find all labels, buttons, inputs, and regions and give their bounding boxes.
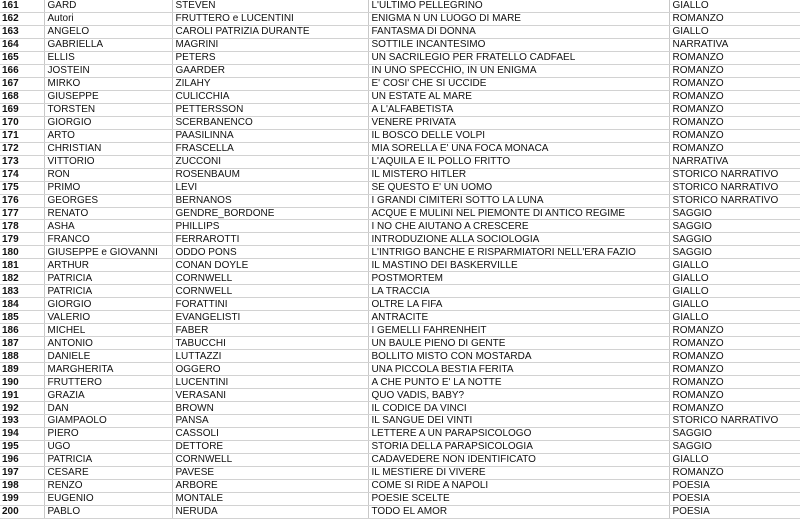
cell-last-name[interactable]: FERRAROTTI bbox=[172, 233, 368, 246]
cell-title[interactable]: A CHE PUNTO E' LA NOTTE bbox=[368, 376, 669, 389]
cell-genre[interactable]: ROMANZO bbox=[669, 350, 800, 363]
table-row bbox=[0, 427, 800, 440]
cell-last-name[interactable]: DETTORE bbox=[172, 440, 368, 453]
cell-number[interactable]: 192 bbox=[0, 402, 44, 415]
table-row bbox=[0, 181, 800, 194]
cell-genre[interactable]: GIALLO bbox=[669, 25, 800, 38]
cell-number[interactable]: 188 bbox=[0, 350, 44, 363]
cell-title[interactable]: ANTRACITE bbox=[368, 311, 669, 324]
cell-number[interactable]: 176 bbox=[0, 194, 44, 207]
cell-last-name[interactable]: EVANGELISTI bbox=[172, 311, 368, 324]
cell-number[interactable]: 200 bbox=[0, 505, 44, 518]
cell-title[interactable]: IL CODICE DA VINCI bbox=[368, 402, 669, 415]
cell-last-name[interactable]: LEVI bbox=[172, 181, 368, 194]
table-row bbox=[0, 142, 800, 155]
cell-last-name[interactable]: NERUDA bbox=[172, 505, 368, 518]
table-row bbox=[0, 233, 800, 246]
cell-title[interactable]: BOLLITO MISTO CON MOSTARDA bbox=[368, 350, 669, 363]
cell-title[interactable]: VENERE PRIVATA bbox=[368, 116, 669, 129]
table-row bbox=[0, 466, 800, 479]
cell-last-name[interactable]: CULICCHIA bbox=[172, 90, 368, 103]
cell-first-name[interactable]: MICHEL bbox=[44, 324, 172, 337]
cell-number[interactable]: 163 bbox=[0, 25, 44, 38]
cell-genre[interactable]: ROMANZO bbox=[669, 337, 800, 350]
cell-number[interactable]: 169 bbox=[0, 103, 44, 116]
cell-last-name[interactable]: ZILAHY bbox=[172, 77, 368, 90]
table-row bbox=[0, 492, 800, 505]
table-row bbox=[0, 505, 800, 518]
cell-genre[interactable]: ROMANZO bbox=[669, 129, 800, 142]
cell-first-name[interactable]: GIORGIO bbox=[44, 298, 172, 311]
cell-title[interactable]: ENIGMA N UN LUOGO DI MARE bbox=[368, 12, 669, 25]
cell-first-name[interactable]: JOSTEIN bbox=[44, 64, 172, 77]
cell-last-name[interactable]: CORNWELL bbox=[172, 272, 368, 285]
cell-genre[interactable]: STORICO NARRATIVO bbox=[669, 194, 800, 207]
cell-number[interactable]: 161 bbox=[0, 0, 44, 12]
cell-number[interactable]: 189 bbox=[0, 363, 44, 376]
cell-last-name[interactable]: FABER bbox=[172, 324, 368, 337]
cell-last-name[interactable]: FRUTTERO e LUCENTINI bbox=[172, 12, 368, 25]
cell-title[interactable]: IL SANGUE DEI VINTI bbox=[368, 415, 669, 428]
cell-last-name[interactable]: PETTERSSON bbox=[172, 103, 368, 116]
cell-number[interactable]: 196 bbox=[0, 453, 44, 466]
cell-number[interactable]: 165 bbox=[0, 51, 44, 64]
cell-first-name[interactable]: ANTONIO bbox=[44, 337, 172, 350]
table-row bbox=[0, 389, 800, 402]
cell-title[interactable]: QUO VADIS, BABY? bbox=[368, 389, 669, 402]
cell-title[interactable]: UN SACRILEGIO PER FRATELLO CADFAEL bbox=[368, 51, 669, 64]
cell-genre[interactable]: ROMANZO bbox=[669, 51, 800, 64]
table-row bbox=[0, 479, 800, 492]
cell-last-name[interactable]: TABUCCHI bbox=[172, 337, 368, 350]
cell-first-name[interactable]: TORSTEN bbox=[44, 103, 172, 116]
cell-title[interactable]: SOTTILE INCANTESIMO bbox=[368, 38, 669, 51]
cell-last-name[interactable]: FORATTINI bbox=[172, 298, 368, 311]
cell-last-name[interactable]: MONTALE bbox=[172, 492, 368, 505]
cell-first-name[interactable]: VITTORIO bbox=[44, 155, 172, 168]
cell-first-name[interactable]: GIAMPAOLO bbox=[44, 415, 172, 428]
cell-last-name[interactable]: PAASILINNA bbox=[172, 129, 368, 142]
table-row bbox=[0, 90, 800, 103]
cell-first-name[interactable]: MARGHERITA bbox=[44, 363, 172, 376]
cell-last-name[interactable]: PHILLIPS bbox=[172, 220, 368, 233]
table-row bbox=[0, 51, 800, 64]
cell-number[interactable]: 197 bbox=[0, 466, 44, 479]
cell-number[interactable]: 174 bbox=[0, 168, 44, 181]
cell-genre[interactable]: NARRATIVA bbox=[669, 155, 800, 168]
cell-title[interactable]: MIA SORELLA E' UNA FOCA MONACA bbox=[368, 142, 669, 155]
cell-first-name[interactable]: PABLO bbox=[44, 505, 172, 518]
cell-genre[interactable]: SAGGIO bbox=[669, 233, 800, 246]
cell-genre[interactable]: SAGGIO bbox=[669, 246, 800, 259]
cell-genre[interactable]: ROMANZO bbox=[669, 64, 800, 77]
cell-genre[interactable]: GIALLO bbox=[669, 272, 800, 285]
cell-genre[interactable]: ROMANZO bbox=[669, 103, 800, 116]
table-row bbox=[0, 0, 800, 12]
table-row bbox=[0, 194, 800, 207]
cell-last-name[interactable]: GENDRE_BORDONE bbox=[172, 207, 368, 220]
cell-last-name[interactable]: MAGRINI bbox=[172, 38, 368, 51]
cell-title[interactable]: E' COSI' CHE SI UCCIDE bbox=[368, 77, 669, 90]
cell-title[interactable]: IL MASTINO DEI BASKERVILLE bbox=[368, 259, 669, 272]
table-row bbox=[0, 324, 800, 337]
table-row bbox=[0, 64, 800, 77]
cell-title[interactable]: OLTRE LA FIFA bbox=[368, 298, 669, 311]
table-row bbox=[0, 38, 800, 51]
cell-first-name[interactable]: RON bbox=[44, 168, 172, 181]
cell-number[interactable]: 193 bbox=[0, 415, 44, 428]
cell-number[interactable]: 180 bbox=[0, 246, 44, 259]
cell-number[interactable]: 177 bbox=[0, 207, 44, 220]
cell-first-name[interactable]: PATRICIA bbox=[44, 453, 172, 466]
table-row bbox=[0, 440, 800, 453]
cell-first-name[interactable]: DAN bbox=[44, 402, 172, 415]
cell-last-name[interactable]: LUCENTINI bbox=[172, 376, 368, 389]
table-row bbox=[0, 207, 800, 220]
cell-last-name[interactable]: OGGERO bbox=[172, 363, 368, 376]
cell-number[interactable]: 199 bbox=[0, 492, 44, 505]
cell-title[interactable]: ACQUE E MULINI NEL PIEMONTE DI ANTICO REGIME bbox=[368, 207, 669, 220]
cell-first-name[interactable]: GIUSEPPE e GIOVANNI bbox=[44, 246, 172, 259]
cell-first-name[interactable]: EUGENIO bbox=[44, 492, 172, 505]
cell-first-name[interactable]: ANGELO bbox=[44, 25, 172, 38]
table-row bbox=[0, 453, 800, 466]
cell-title[interactable]: COME SI RIDE A NAPOLI bbox=[368, 479, 669, 492]
cell-genre[interactable]: SAGGIO bbox=[669, 440, 800, 453]
cell-first-name[interactable]: ARTHUR bbox=[44, 259, 172, 272]
table-row bbox=[0, 337, 800, 350]
cell-first-name[interactable]: GEORGES bbox=[44, 194, 172, 207]
cell-number[interactable]: 182 bbox=[0, 272, 44, 285]
cell-title[interactable]: IL MISTERO HITLER bbox=[368, 168, 669, 181]
cell-number[interactable]: 183 bbox=[0, 285, 44, 298]
cell-title[interactable]: UN ESTATE AL MARE bbox=[368, 90, 669, 103]
cell-number[interactable]: 179 bbox=[0, 233, 44, 246]
cell-first-name[interactable]: RENATO bbox=[44, 207, 172, 220]
cell-last-name[interactable]: GAARDER bbox=[172, 64, 368, 77]
table-row bbox=[0, 25, 800, 38]
table-row bbox=[0, 155, 800, 168]
cell-number[interactable]: 168 bbox=[0, 90, 44, 103]
table-row bbox=[0, 363, 800, 376]
cell-genre[interactable]: ROMANZO bbox=[669, 116, 800, 129]
cell-title[interactable]: CADAVEDERE NON IDENTIFICATO bbox=[368, 453, 669, 466]
cell-number[interactable]: 181 bbox=[0, 259, 44, 272]
cell-last-name[interactable]: BERNANOS bbox=[172, 194, 368, 207]
cell-title[interactable]: TODO EL AMOR bbox=[368, 505, 669, 518]
cell-last-name[interactable]: CORNWELL bbox=[172, 285, 368, 298]
cell-genre[interactable]: ROMANZO bbox=[669, 363, 800, 376]
cell-number[interactable]: 175 bbox=[0, 181, 44, 194]
cell-genre[interactable]: ROMANZO bbox=[669, 142, 800, 155]
cell-title[interactable]: UNA PICCOLA BESTIA FERITA bbox=[368, 363, 669, 376]
cell-genre[interactable]: GIALLO bbox=[669, 285, 800, 298]
cell-genre[interactable]: SAGGIO bbox=[669, 427, 800, 440]
table-row bbox=[0, 402, 800, 415]
cell-genre[interactable]: ROMANZO bbox=[669, 12, 800, 25]
cell-genre[interactable]: STORICO NARRATIVO bbox=[669, 168, 800, 181]
cell-last-name[interactable]: VERASANI bbox=[172, 389, 368, 402]
cell-number[interactable]: 162 bbox=[0, 12, 44, 25]
cell-last-name[interactable]: ODDO PONS bbox=[172, 246, 368, 259]
cell-genre[interactable]: GIALLO bbox=[669, 298, 800, 311]
cell-genre[interactable]: GIALLO bbox=[669, 453, 800, 466]
cell-first-name[interactable]: PRIMO bbox=[44, 181, 172, 194]
cell-genre[interactable]: ROMANZO bbox=[669, 77, 800, 90]
cell-first-name[interactable]: FRANCO bbox=[44, 233, 172, 246]
table-row bbox=[0, 311, 800, 324]
cell-genre[interactable]: STORICO NARRATIVO bbox=[669, 181, 800, 194]
cell-first-name[interactable]: GABRIELLA bbox=[44, 38, 172, 51]
cell-genre[interactable]: SAGGIO bbox=[669, 207, 800, 220]
cell-genre[interactable]: POESIA bbox=[669, 492, 800, 505]
cell-number[interactable]: 186 bbox=[0, 324, 44, 337]
table-row bbox=[0, 220, 800, 233]
cell-genre[interactable]: ROMANZO bbox=[669, 402, 800, 415]
cell-last-name[interactable]: CAROLI PATRIZIA DURANTE bbox=[172, 25, 368, 38]
cell-genre[interactable]: SAGGIO bbox=[669, 220, 800, 233]
cell-first-name[interactable]: GIUSEPPE bbox=[44, 90, 172, 103]
cell-last-name[interactable]: ROSENBAUM bbox=[172, 168, 368, 181]
cell-number[interactable]: 166 bbox=[0, 64, 44, 77]
cell-last-name[interactable]: SCERBANENCO bbox=[172, 116, 368, 129]
table-row bbox=[0, 285, 800, 298]
cell-title[interactable]: FANTASMA DI DONNA bbox=[368, 25, 669, 38]
cell-genre[interactable]: POESIA bbox=[669, 479, 800, 492]
cell-first-name[interactable]: FRUTTERO bbox=[44, 376, 172, 389]
cell-title[interactable]: POSTMORTEM bbox=[368, 272, 669, 285]
cell-number[interactable]: 172 bbox=[0, 142, 44, 155]
table-row bbox=[0, 298, 800, 311]
cell-number[interactable]: 167 bbox=[0, 77, 44, 90]
cell-title[interactable]: I GEMELLI FAHRENHEIT bbox=[368, 324, 669, 337]
cell-genre[interactable]: ROMANZO bbox=[669, 376, 800, 389]
cell-title[interactable]: L'INTRIGO BANCHE E RISPARMIATORI NELL'ERA FAZIO bbox=[368, 246, 669, 259]
table-row bbox=[0, 168, 800, 181]
cell-last-name[interactable]: ZUCCONI bbox=[172, 155, 368, 168]
table-row bbox=[0, 415, 800, 428]
cell-title[interactable]: LETTERE A UN PARAPSICOLOGO bbox=[368, 427, 669, 440]
cell-title[interactable]: IL MESTIERE DI VIVERE bbox=[368, 466, 669, 479]
cell-genre[interactable]: ROMANZO bbox=[669, 90, 800, 103]
cell-genre[interactable]: ROMANZO bbox=[669, 389, 800, 402]
cell-title[interactable]: SE QUESTO E' UN UOMO bbox=[368, 181, 669, 194]
cell-number[interactable]: 187 bbox=[0, 337, 44, 350]
cell-first-name[interactable]: DANIELE bbox=[44, 350, 172, 363]
cell-last-name[interactable]: CORNWELL bbox=[172, 453, 368, 466]
cell-first-name[interactable]: Autori bbox=[44, 12, 172, 25]
cell-number[interactable]: 178 bbox=[0, 220, 44, 233]
cell-genre[interactable]: POESIA bbox=[669, 505, 800, 518]
cell-genre[interactable]: ROMANZO bbox=[669, 324, 800, 337]
cell-number[interactable]: 171 bbox=[0, 129, 44, 142]
cell-first-name[interactable]: CESARE bbox=[44, 466, 172, 479]
table-row bbox=[0, 350, 800, 363]
cell-number[interactable]: 194 bbox=[0, 427, 44, 440]
cell-first-name[interactable]: PATRICIA bbox=[44, 285, 172, 298]
cell-number[interactable]: 164 bbox=[0, 38, 44, 51]
cell-title[interactable]: A L'ALFABETISTA bbox=[368, 103, 669, 116]
cell-title[interactable]: IL BOSCO DELLE VOLPI bbox=[368, 129, 669, 142]
cell-number[interactable]: 185 bbox=[0, 311, 44, 324]
cell-title[interactable]: I NO CHE AIUTANO A CRESCERE bbox=[368, 220, 669, 233]
cell-first-name[interactable]: CHRISTIAN bbox=[44, 142, 172, 155]
table-row bbox=[0, 376, 800, 389]
cell-title[interactable]: L'AQUILA E IL POLLO FRITTO bbox=[368, 155, 669, 168]
cell-genre[interactable]: GIALLO bbox=[669, 259, 800, 272]
cell-first-name[interactable]: ELLIS bbox=[44, 51, 172, 64]
table-row bbox=[0, 116, 800, 129]
cell-first-name[interactable]: MIRKO bbox=[44, 77, 172, 90]
cell-last-name[interactable]: PETERS bbox=[172, 51, 368, 64]
cell-title[interactable]: L'ULTIMO PELLEGRINO bbox=[368, 0, 669, 12]
cell-number[interactable]: 190 bbox=[0, 376, 44, 389]
table-row bbox=[0, 12, 800, 25]
cell-last-name[interactable]: BROWN bbox=[172, 402, 368, 415]
cell-title[interactable]: IN UNO SPECCHIO, IN UN ENIGMA bbox=[368, 64, 669, 77]
cell-first-name[interactable]: VALERIO bbox=[44, 311, 172, 324]
cell-title[interactable]: POESIE SCELTE bbox=[368, 492, 669, 505]
cell-number[interactable]: 184 bbox=[0, 298, 44, 311]
table-row bbox=[0, 103, 800, 116]
cell-genre[interactable]: GIALLO bbox=[669, 311, 800, 324]
cell-title[interactable]: INTRODUZIONE ALLA SOCIOLOGIA bbox=[368, 233, 669, 246]
cell-title[interactable]: STORIA DELLA PARAPSICOLOGIA bbox=[368, 440, 669, 453]
cell-first-name[interactable]: GARD bbox=[44, 0, 172, 12]
cell-title[interactable]: I GRANDI CIMITERI SOTTO LA LUNA bbox=[368, 194, 669, 207]
cell-last-name[interactable]: CONAN DOYLE bbox=[172, 259, 368, 272]
cell-last-name[interactable]: FRASCELLA bbox=[172, 142, 368, 155]
cell-first-name[interactable]: GIORGIO bbox=[44, 116, 172, 129]
cell-genre[interactable]: NARRATIVA bbox=[669, 38, 800, 51]
cell-last-name[interactable]: ARBORE bbox=[172, 479, 368, 492]
table-row bbox=[0, 259, 800, 272]
cell-last-name[interactable]: CASSOLI bbox=[172, 427, 368, 440]
cell-first-name[interactable]: UGO bbox=[44, 440, 172, 453]
cell-number[interactable]: 173 bbox=[0, 155, 44, 168]
cell-title[interactable]: UN BAULE PIENO DI GENTE bbox=[368, 337, 669, 350]
cell-first-name[interactable]: RENZO bbox=[44, 479, 172, 492]
cell-genre[interactable]: STORICO NARRATIVO bbox=[669, 415, 800, 428]
table-row bbox=[0, 77, 800, 90]
cell-genre[interactable]: ROMANZO bbox=[669, 466, 800, 479]
cell-last-name[interactable]: PAVESE bbox=[172, 466, 368, 479]
table-row bbox=[0, 272, 800, 285]
cell-last-name[interactable]: LUTTAZZI bbox=[172, 350, 368, 363]
table-row bbox=[0, 129, 800, 142]
cell-number[interactable]: 195 bbox=[0, 440, 44, 453]
cell-first-name[interactable]: GRAZIA bbox=[44, 389, 172, 402]
cell-first-name[interactable]: PIERO bbox=[44, 427, 172, 440]
cell-number[interactable]: 191 bbox=[0, 389, 44, 402]
cell-first-name[interactable]: PATRICIA bbox=[44, 272, 172, 285]
cell-title[interactable]: LA TRACCIA bbox=[368, 285, 669, 298]
table-row bbox=[0, 246, 800, 259]
cell-last-name[interactable]: STEVEN bbox=[172, 0, 368, 12]
cell-number[interactable]: 198 bbox=[0, 479, 44, 492]
cell-first-name[interactable]: ARTO bbox=[44, 129, 172, 142]
cell-genre[interactable]: GIALLO bbox=[669, 0, 800, 12]
cell-last-name[interactable]: PANSA bbox=[172, 415, 368, 428]
cell-first-name[interactable]: ASHA bbox=[44, 220, 172, 233]
cell-number[interactable]: 170 bbox=[0, 116, 44, 129]
